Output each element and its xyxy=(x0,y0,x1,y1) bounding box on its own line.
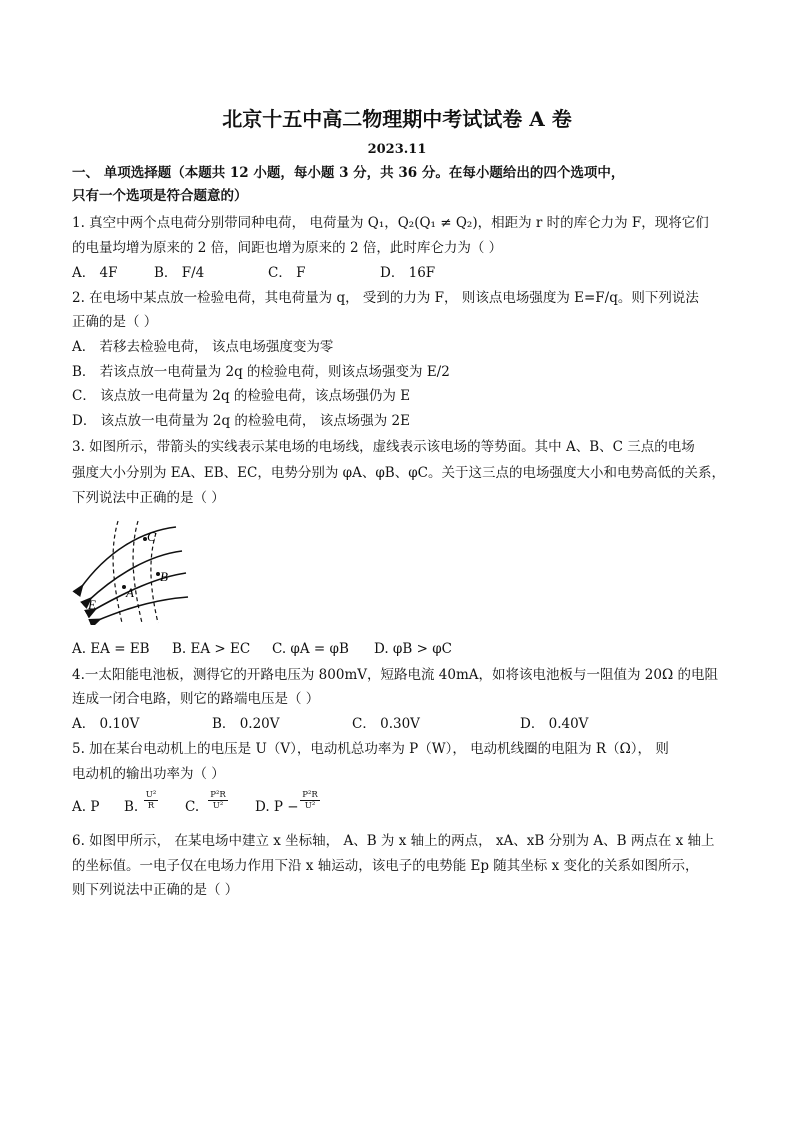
electric-field-figure xyxy=(72,519,212,625)
q4-line2: 连成一闭合电路，则它的路端电压是（ ） xyxy=(72,691,320,707)
q3-option-d: D. φB > φC xyxy=(374,641,452,657)
q4-line1: 4.一太阳能电池板，测得它的开路电压为 800mV，短路电流 40mA，如将该电池板与一阻值为 20Ω 的电阻 xyxy=(72,667,718,683)
q1-option-c: C． F xyxy=(268,265,306,281)
label-c: C xyxy=(147,529,156,544)
q2-option-d: D． 该点放一电荷量为 2q 的检验电荷， 该点场强为 2E xyxy=(72,413,410,429)
q5-option-d-prefix: D. P − xyxy=(255,799,299,815)
q3-option-c: C. φA = φB xyxy=(272,641,349,657)
exam-title: 北京十五中高二物理期中考试试卷 A 卷 xyxy=(222,107,572,131)
q2-option-b: B． 若该点放一电荷量为 2q 的检验电荷，则该点场强变为 E/2 xyxy=(72,364,450,380)
q1-option-b: B． F/4 xyxy=(154,265,205,281)
q5-option-b-fraction xyxy=(144,790,158,811)
q5-option-a: A. P xyxy=(72,799,100,815)
q5-option-b-numerator: U² xyxy=(145,790,157,800)
q2-option-a: A． 若移去检验电荷， 该点电场强度变为零 xyxy=(72,339,334,355)
q1-option-a: A． 4F xyxy=(72,265,118,281)
q5-option-b-denominator: R xyxy=(147,801,155,811)
q1-line2: 的电量均增为原来的 2 倍，间距也增为原来的 2 倍，此时库仑力为（ ） xyxy=(72,240,503,256)
q2-line2: 正确的是（ ） xyxy=(72,314,158,330)
equipotential-line-1 xyxy=(113,521,122,623)
q2-option-c: C． 该点放一电荷量为 2q 的检验电荷，该点场强仍为 E xyxy=(72,388,411,404)
q3-line2: 强度大小分别为 EA、EB、EC，电势分别为 φA、φB、φC。关于这三点的电场强度大小和电势高低的关系， xyxy=(72,465,726,481)
exam-date: 2023.11 xyxy=(367,142,427,157)
q3-option-b: B. EA > EC xyxy=(172,641,251,657)
q3-line3: 下列说法中正确的是（ ） xyxy=(72,490,225,506)
section-heading-line2: 只有一个选项是符合题意的） xyxy=(72,188,248,204)
q5-option-d-numerator: P²R xyxy=(300,790,320,801)
q5-option-c-prefix: C. xyxy=(185,799,200,815)
q5-line1: 5. 加在某台电动机上的电压是 U（V），电动机总功率为 P（W）， 电动机线圈的电阻为 R（Ω）， 则 xyxy=(72,741,669,757)
q3-option-a: A. EA = EB xyxy=(72,641,150,657)
q5-option-d-fraction xyxy=(300,790,320,811)
label-a: A xyxy=(126,585,134,600)
label-b: B xyxy=(160,569,168,584)
q6-line2: 的坐标值。一电子仅在电场力作用下沿 x 轴运动，该电子的电势能 Ep 随其坐标 x 变化的关系如图所示， xyxy=(72,858,699,874)
q5-option-c-denominator: U² xyxy=(212,801,224,811)
q1-option-d: D． 16F xyxy=(380,265,436,281)
q4-option-a: A． 0.10V xyxy=(72,716,140,732)
q4-option-c: C． 0.30V xyxy=(352,716,420,732)
label-e: E xyxy=(88,597,96,612)
q4-option-b: B． 0.20V xyxy=(212,716,280,732)
equipotential-line-3 xyxy=(151,533,158,623)
q4-option-d: D． 0.40V xyxy=(520,716,589,732)
q5-option-b-prefix: B. xyxy=(124,799,139,815)
q5-line2: 电动机的输出功率为（ ） xyxy=(72,766,225,782)
section-heading-line1: 一、 单项选择题（本题共 12 小题，每小题 3 分，共 36 分。在每小题给出的四个选项中， xyxy=(72,165,625,181)
q5-option-c-numerator: P²R xyxy=(208,790,228,801)
q6-line1: 6. 如图甲所示， 在某电场中建立 x 坐标轴， A、B 为 x 轴上的两点， xA、xB 分别为 A、B 两点在 x 轴上 xyxy=(72,833,715,849)
q1-line1: 1. 真空中两个点电荷分别带同种电荷， 电荷量为 Q₁，Q₂(Q₁ ≠ Q₂)，相距为 r 时的库仑力为 F，现将它们 xyxy=(72,215,709,231)
q6-line3: 则下列说法中正确的是（ ） xyxy=(72,882,239,898)
q2-line1: 2. 在电场中某点放一检验电荷，其电荷量为 q， 受到的力为 F， 则该点电场强度为 E=F/q。则下列说法 xyxy=(72,290,699,306)
q5-option-c-fraction xyxy=(208,790,228,811)
q5-option-d-denominator: U² xyxy=(304,801,316,811)
q3-line1: 3. 如图所示，带箭头的实线表示某电场的电场线，虚线表示该电场的等势面。其中 A、B、C 三点的电场 xyxy=(72,439,695,455)
